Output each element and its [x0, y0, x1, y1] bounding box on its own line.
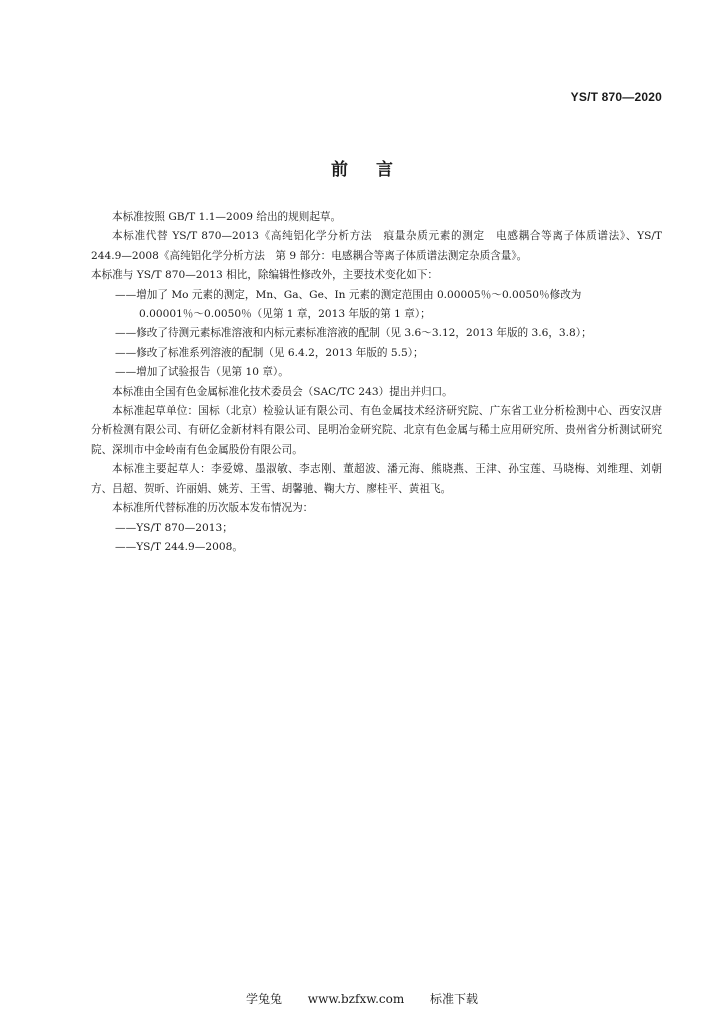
- change-item-continuation: 0.00001％～0.0050％（见第 1 章，2013 年版的第 1 章）；: [139, 308, 431, 321]
- changes-intro-paragraph: 本标准与 YS/T 870—2013 相比，除编辑性修改外，主要技术变化如下：: [91, 269, 439, 282]
- drafting-units-paragraph: 本标准起草单位：国标（北京）检验认证有限公司、有色金属技术经济研究院、广东省工业分析检测中心、西安汉唐分析检测有限公司、有研亿金新材料有限公司、昆明冶金研究院、北京有色金属与稀土应用研究所、贵州省分析测试研究院、深圳市中金岭南有色金属股份有限公司。: [91, 405, 662, 456]
- change-item: ——增加了 Mo 元素的测定，Mn、Ga、Ge、In 元素的测定范围由 0.00005％～0.0050％修改为: [115, 288, 582, 301]
- history-item: ——YS/T 870—2013；: [115, 521, 233, 534]
- standard-code: YS/T 870—2020: [570, 90, 662, 104]
- footer-slogan: 标准下载: [430, 992, 479, 1006]
- change-item: ——修改了待测元素标准溶液和内标元素标准溶液的配制（见 3.6～3.12，2013 年版的 3.6，3.8）；: [115, 327, 592, 340]
- change-item: ——修改了标准系列溶液的配制（见 6.4.2，2013 年版的 5.5）；: [115, 346, 424, 359]
- footer-url[interactable]: www.bzfxw.com: [307, 992, 405, 1006]
- history-item: ——YS/T 244.9—2008。: [115, 540, 243, 553]
- history-intro-paragraph: 本标准所代替标准的历次版本发布情况为：: [112, 502, 314, 515]
- foreword-body: [91, 208, 662, 557]
- footer-watermark: [0, 990, 724, 1007]
- replacement-paragraph: 本标准代替 YS/T 870—2013《高纯铝化学分析方法 痕量杂质元素的测定 电感耦合等离子体质谱法》、YS/T 244.9—2008《高纯铝化学分析方法 第 9 部分：电感耦合等离子体质谱法测定杂质含量》。: [91, 230, 662, 262]
- drafting-rules-paragraph: 本标准按照 GB/T 1.1—2009 给出的规则起草。: [112, 211, 342, 223]
- committee-paragraph: 本标准由全国有色金属标准化技术委员会（SAC/TC 243）提出并归口。: [112, 385, 453, 398]
- drafters-paragraph: 本标准主要起草人：李爱嫦、墨淑敏、李志刚、董超波、潘元海、熊晓燕、王津、孙宝莲、马晓梅、刘维理、刘朝方、吕超、贺昕、许丽娟、姚芳、王雪、胡馨驰、鞠大方、廖桂平、黄祖飞。: [91, 463, 662, 495]
- footer-site-name: 学兔兔: [245, 992, 282, 1006]
- change-item: ——增加了试验报告（见第 10 章）。: [115, 366, 289, 379]
- page-title: 前言: [331, 160, 421, 180]
